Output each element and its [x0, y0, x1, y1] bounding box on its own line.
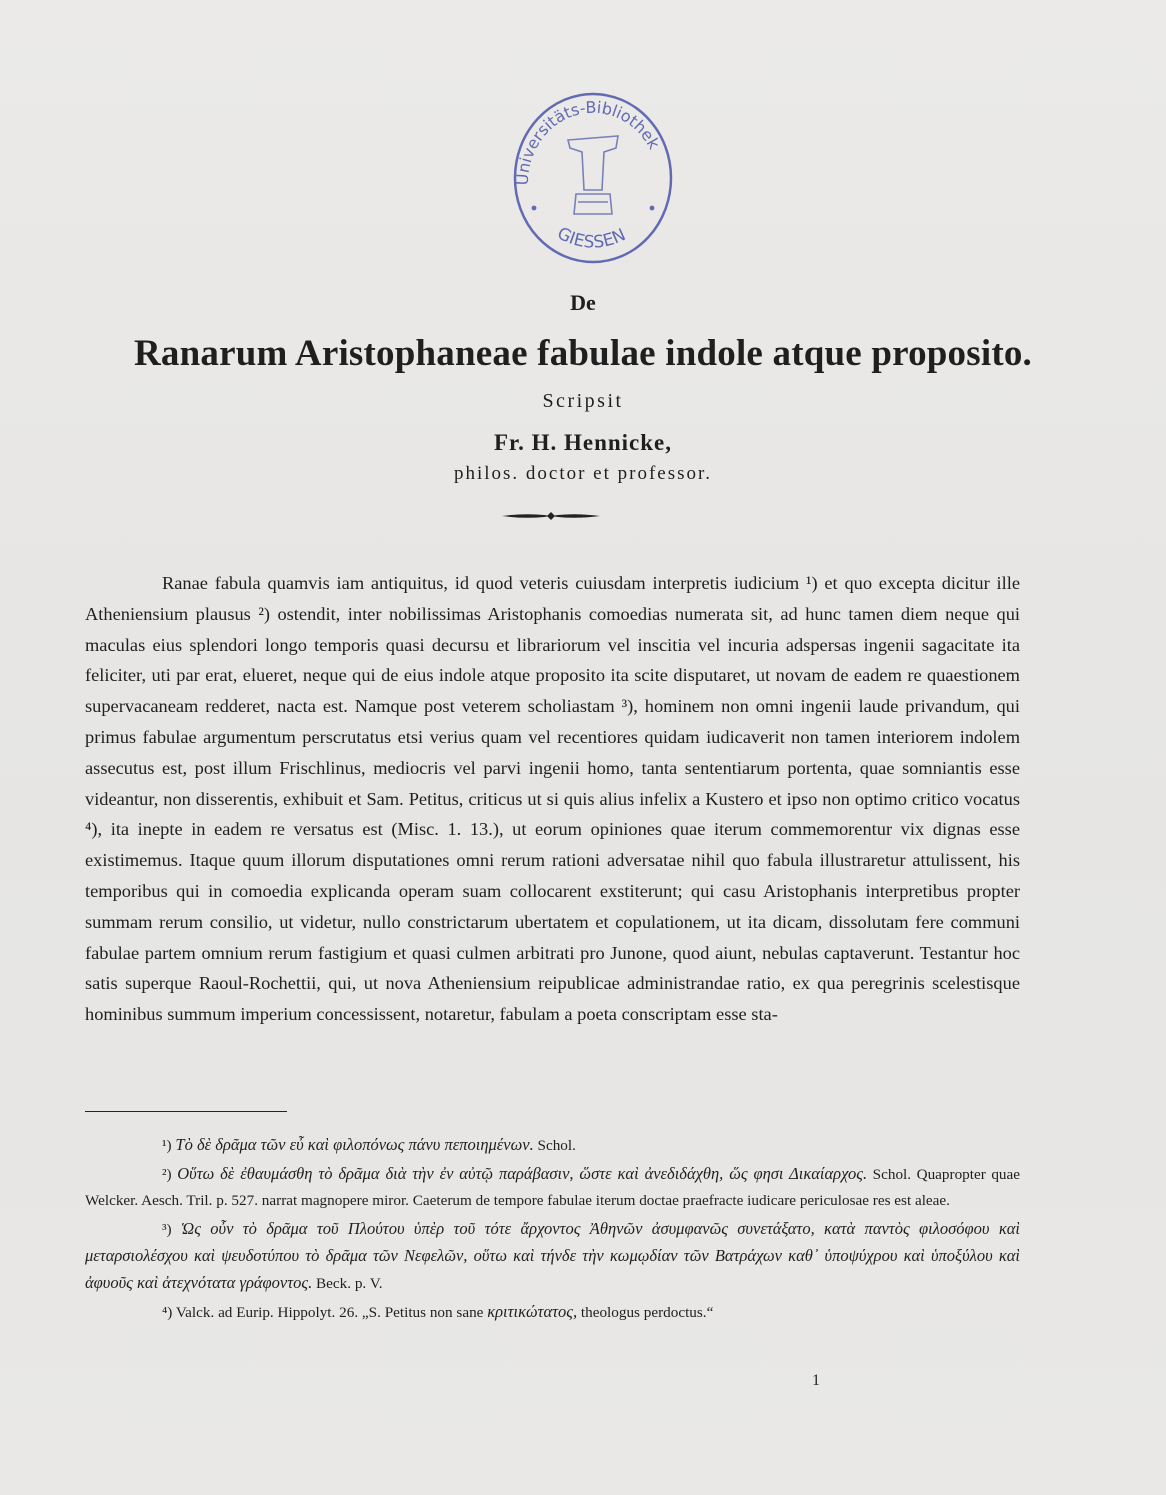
footnote-greek: Ὡς οὖν τὸ δρᾶμα τοῦ Πλούτου ὑπὲρ τοῦ τότε ἄρχοντος Ἀθηνῶν ἀσυμφανῶς συνετάξατο, κατὰ παντὸς φιλοσόφου καὶ μεταρσιολέσχου καὶ ψευδοτύπου τὸ δρᾶμα τῶν Νεφελῶν, οὕτω καὶ τήνδε τὴν κωμῳδίαν τῶν Βατράχων καθ᾽ ὑποψύχρου καὶ ὑποξύλου καὶ ἀφυοῦς καὶ ἀτεχνότατα γράφοντος. — [85, 1219, 1020, 1292]
author-name: Fr. H. Hennicke, — [493, 430, 673, 455]
footnote-1 — [85, 1132, 1020, 1159]
footnote-latin-pre: Valck. ad Eurip. Hippolyt. 26. „S. Petitus non sane — [175, 1304, 484, 1321]
author-role: philos. doctor et professor. — [453, 463, 713, 484]
stamp-text-bottom: GIESSEN — [553, 223, 629, 253]
scripsit-label: Scripsit — [542, 390, 624, 412]
footnote-latin: Schol. Quapropter quae Welcker. Aesch. Tril. p. 527. narrat magnopere miror. Caeterum de tempore fabulae iterum doctae praefracte iudicare periculosae res est aleae. — [85, 1166, 1021, 1209]
footnote-4 — [85, 1299, 1020, 1326]
page-number: 1 — [812, 1372, 820, 1389]
footnote-greek: κριτικώτατος, — [487, 1302, 578, 1321]
title-prefix: De — [570, 290, 596, 315]
stamp-emblem-icon — [568, 136, 618, 214]
footnote-mark: ³) — [162, 1221, 172, 1238]
stamp-text-top: Universitäts-Bibliothek — [512, 97, 664, 186]
footnote-2 — [85, 1161, 1020, 1214]
library-stamp — [508, 90, 678, 270]
footnote-latin: theologus perdoctus.“ — [580, 1304, 714, 1321]
footnote-mark: ⁴) — [162, 1304, 173, 1321]
main-paragraph: Ranae fabula quamvis iam antiquitus, id quod veteris cuiusdam interpretis iudicium ¹) et quo excepta dicitur ille Atheniensium plausus ²) ostendit, inter nobilissimas Aristophanis comoedias numerata sit, ad hunc tamen diem neque qui maculas eius splendori longo temporis quasi decursu et librariorum vel inscitia vel incuria adspersas ingenii sagacitate ita feliciter, uti par erat, elueret, neque qui de eius indole atque proposito ita scite disputaret, ut novam de eadem re quaestionem supervacaneam redderet, nacta est. Namque post veterem scholiastam ³), hominem non omni ingenii laude privandum, qui primus fabulae argumentum perscrutatus etsi verius quam vel recentiores quidam iudicaverit non tamen interiorem indolem assecutus est, post illum Frischlinus, mediocris vel parvi ingenii homo, tanta sententiarum portenta, quae somniantis esse videantur, non disserentis, exhibuit et Sam. Petitus, criticus ut si quis alius infelix a Kustero et ipso non optimo critico vocatus ⁴), ita inepte in eadem re versatus est (Misc. 1. 13.), ut eorum opiniones quae iterum commemorentur vix dignas esse existimemus. Itaque quum illorum disputationes omni rerum rationi adversatae nihil quo fabula illustraretur attulissent, his temporibus qui in comoedia explicanda operam suam collocarent exstiterunt; qui casu Aristophanis interpretibus propter summam rerum consilio, ut videtur, nullo constrictarum ubertatem et copulationem, ut ita dicam, dissolutam fere communi fabulae partem omnium rerum fastigium et quasi culmen arbitrati pro Junone, quod aiunt, nebulas captaverunt. Testantur hoc satis superque Raoul-Rochettii, qui, ut nova Atheniensium reipublicae administrandae ratio, ex qua peregrinis scelestisque hominibus summum imperium concessissent, notaretur, fabulam a poeta conscriptam esse sta- — [85, 573, 1020, 1025]
footnote-greek: Οὕτω δὲ ἐθαυμάσθη τὸ δρᾶμα διὰ τὴν ἐν αὐτῷ παράβασιν, ὥστε καὶ ἀνεδιδάχθη, ὥς φησι Δικαίαρχος. — [177, 1164, 868, 1183]
footnote-3 — [85, 1216, 1020, 1297]
footnote-mark: ²) — [162, 1166, 172, 1183]
page-title: Ranarum Aristophaneae fabulae indole atque proposito. — [133, 333, 1033, 374]
footnote-greek: Τὸ δὲ δρᾶμα τῶν εὖ καὶ φιλοπόνως πάνυ πεποιημένων. — [175, 1135, 534, 1154]
footnotes — [85, 1132, 1020, 1328]
ornament-divider-icon — [500, 510, 602, 522]
footnote-divider — [85, 1111, 287, 1112]
footnote-latin: Schol. — [537, 1137, 576, 1154]
footnote-latin: Beck. p. V. — [316, 1275, 383, 1292]
footnote-mark: ¹) — [162, 1137, 172, 1154]
